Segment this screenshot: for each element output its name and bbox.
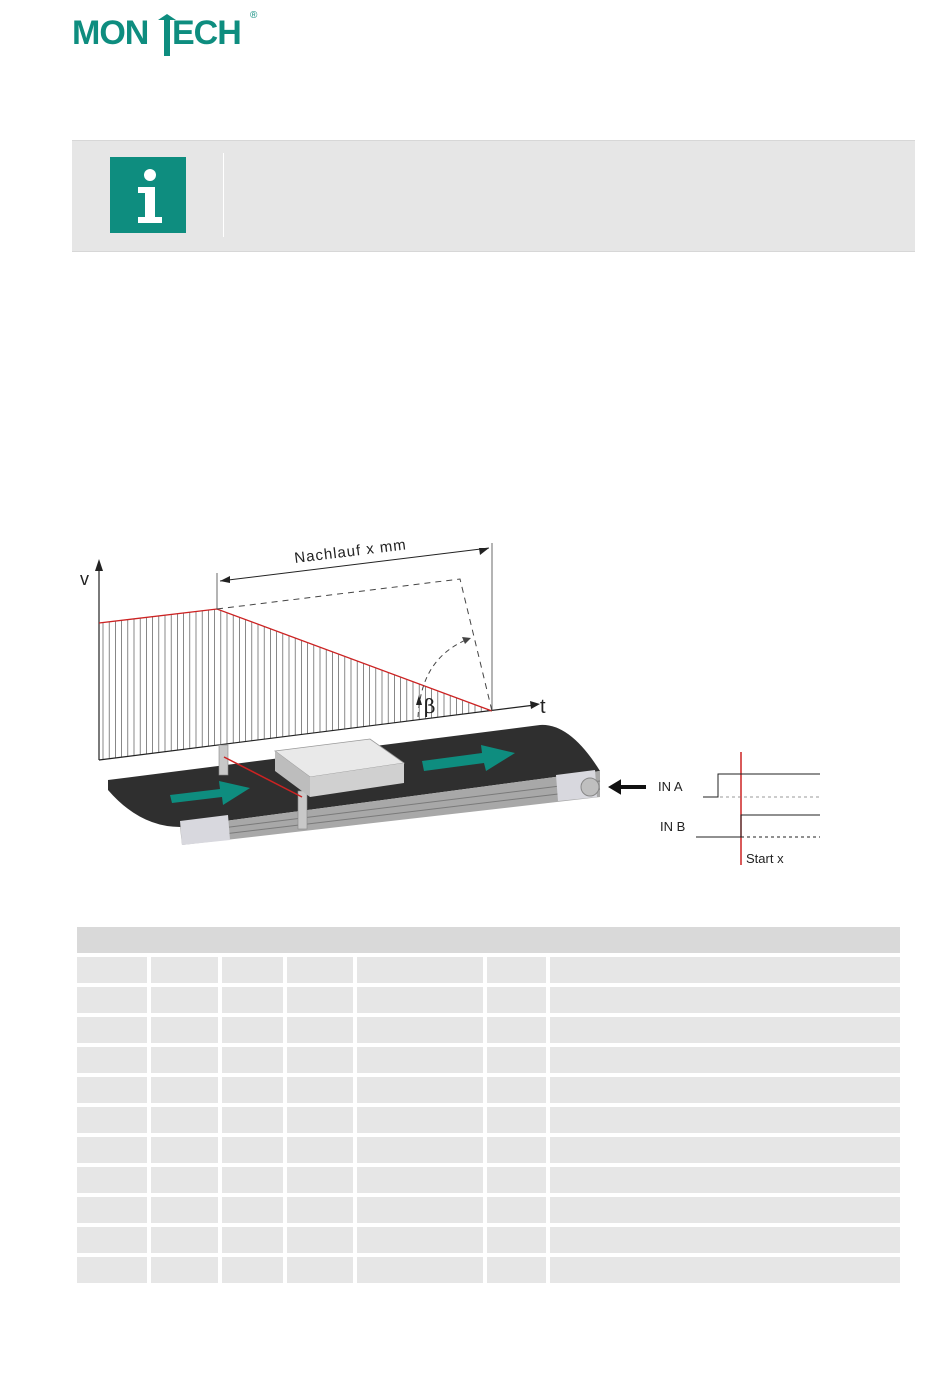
table-cell [77, 1077, 147, 1103]
table-cell [287, 1197, 353, 1223]
table-cell [487, 987, 546, 1013]
t-axis-label: t [540, 696, 546, 718]
table-cell [550, 1107, 900, 1133]
table-cell [151, 1227, 218, 1253]
table-cell [287, 1077, 353, 1103]
svg-text:MON: MON [72, 14, 149, 52]
table-cell [487, 957, 546, 983]
registered-mark: ® [250, 10, 258, 21]
table-cell [151, 1017, 218, 1043]
table-row [77, 1107, 900, 1133]
table-row [77, 1017, 900, 1043]
table-cell [357, 1017, 483, 1043]
signal-in-b [696, 815, 820, 837]
table-row [77, 1257, 900, 1283]
in-a-label: IN A [658, 779, 683, 794]
table-cell [550, 957, 900, 983]
table-cell [550, 1257, 900, 1283]
signal-in-a [703, 774, 820, 797]
table-cell [151, 1197, 218, 1223]
table-cell [77, 1167, 147, 1193]
table-cell [77, 1107, 147, 1133]
table-row [77, 1077, 900, 1103]
table-cell [287, 1017, 353, 1043]
table-cell [151, 957, 218, 983]
table-cell [222, 957, 283, 983]
table-cell [357, 1107, 483, 1133]
table-cell [357, 1167, 483, 1193]
table-row [77, 1047, 900, 1073]
table-cell [357, 1137, 483, 1163]
table-cell [77, 957, 147, 983]
table-cell [357, 1047, 483, 1073]
table-cell [287, 1047, 353, 1073]
table-cell [77, 1137, 147, 1163]
v-axis-label: v [80, 569, 89, 589]
in-b-label: IN B [660, 819, 686, 834]
svg-text:ECH: ECH [172, 14, 241, 52]
table-cell [550, 1197, 900, 1223]
table-cell [222, 987, 283, 1013]
table-cell [77, 1227, 147, 1253]
table-cell [77, 987, 147, 1013]
info-icon [110, 157, 186, 233]
table-row [77, 1227, 900, 1253]
table-cell [287, 1107, 353, 1133]
table-cell [222, 1077, 283, 1103]
table-cell [151, 1257, 218, 1283]
table-cell [357, 957, 483, 983]
table-cell [222, 1227, 283, 1253]
table-cell [550, 1167, 900, 1193]
velocity-area-hatch [103, 609, 487, 759]
table-cell [222, 1107, 283, 1133]
table-cell [550, 1017, 900, 1043]
table-cell [287, 987, 353, 1013]
table-cell [357, 1197, 483, 1223]
table-cell [151, 1107, 218, 1133]
table-row [77, 957, 900, 983]
table-cell [357, 1257, 483, 1283]
table-header [77, 927, 900, 953]
table-row [77, 1197, 900, 1223]
table-cell [550, 1227, 900, 1253]
table-cell [487, 1257, 546, 1283]
table-cell [550, 987, 900, 1013]
input-arrow-icon [610, 781, 645, 793]
table-cell [222, 1167, 283, 1193]
conveyor-belt [108, 725, 645, 845]
table-row [77, 1137, 900, 1163]
conveyor-diagram [70, 535, 860, 880]
table-cell [151, 1077, 218, 1103]
table-cell [550, 1047, 900, 1073]
start-x-label: Start x [746, 851, 784, 866]
table-cell [222, 1047, 283, 1073]
table-cell [77, 1197, 147, 1223]
table-cell [77, 1017, 147, 1043]
table-cell [550, 1137, 900, 1163]
montech-logo [72, 6, 272, 62]
table-cell [487, 1047, 546, 1073]
beta-label: β [424, 694, 436, 718]
table-cell [487, 1227, 546, 1253]
table-cell [357, 1077, 483, 1103]
signal-timing-diagram [658, 752, 820, 866]
parameter-table [77, 957, 900, 1287]
table-cell [222, 1017, 283, 1043]
table-cell [487, 1137, 546, 1163]
nachlauf-label: Nachlauf x mm [293, 536, 408, 567]
table-cell [357, 987, 483, 1013]
table-cell [151, 987, 218, 1013]
table-cell [287, 1137, 353, 1163]
table-cell [487, 1077, 546, 1103]
table-cell [77, 1257, 147, 1283]
table-cell [287, 1257, 353, 1283]
table-cell [151, 1137, 218, 1163]
info-note-box [72, 140, 915, 252]
table-cell [151, 1047, 218, 1073]
table-cell [287, 1227, 353, 1253]
table-cell [77, 1047, 147, 1073]
table-cell [487, 1197, 546, 1223]
info-divider [223, 153, 224, 237]
table-cell [287, 1167, 353, 1193]
table-cell [222, 1137, 283, 1163]
table-row [77, 987, 900, 1013]
table-cell [487, 1017, 546, 1043]
table-cell [550, 1077, 900, 1103]
table-cell [357, 1227, 483, 1253]
table-cell [287, 957, 353, 983]
table-cell [487, 1107, 546, 1133]
table-cell [222, 1257, 283, 1283]
table-row [77, 1167, 900, 1193]
table-cell [487, 1167, 546, 1193]
table-cell [222, 1197, 283, 1223]
table-cell [151, 1167, 218, 1193]
